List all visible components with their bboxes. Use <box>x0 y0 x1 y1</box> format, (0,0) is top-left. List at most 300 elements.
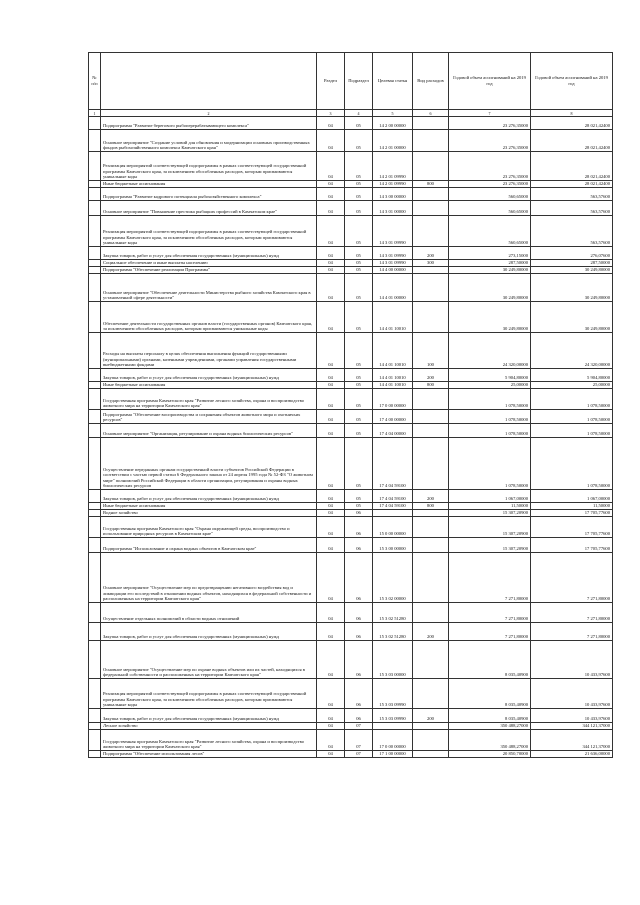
table-row <box>89 274 613 302</box>
row-amount-a: 560,65000 <box>449 201 531 216</box>
row-amount-a: 350 488,27000 <box>449 723 531 730</box>
row-num <box>89 382 101 389</box>
row-podrazdel: 05 <box>345 188 373 201</box>
row-amount-b: 30 249,80000 <box>531 267 613 274</box>
table-row <box>89 679 613 709</box>
row-podrazdel: 06 <box>345 517 373 538</box>
row-razdel: 04 <box>317 709 345 723</box>
table-row <box>89 181 613 188</box>
table-row <box>89 152 613 181</box>
row-amount-a: 1 078,50000 <box>449 424 531 438</box>
row-expense-type <box>413 188 449 201</box>
row-num <box>89 130 101 152</box>
row-expense-type <box>413 751 449 758</box>
row-razdel: 04 <box>317 260 345 267</box>
row-expense-type: 200 <box>413 623 449 641</box>
row-podrazdel: 05 <box>345 410 373 424</box>
row-name: Подпрограмма "Использование и охрана водных объектов в Камчатском крае" <box>101 538 317 553</box>
row-num <box>89 181 101 188</box>
row-amount-a: 1 078,50000 <box>449 410 531 424</box>
row-amount-a: 23 276,35000 <box>449 130 531 152</box>
row-target-article: 14 2 01 00000 <box>373 130 413 152</box>
row-expense-type: 200 <box>413 490 449 503</box>
row-expense-type: 800 <box>413 181 449 188</box>
row-name: Иные бюджетные ассигнования <box>101 382 317 389</box>
row-num <box>89 751 101 758</box>
row-razdel: 04 <box>317 723 345 730</box>
column-number: 7 <box>449 110 531 117</box>
row-expense-type: 800 <box>413 503 449 510</box>
row-razdel: 04 <box>317 247 345 260</box>
row-target-article: 15 3 03 00000 <box>373 641 413 679</box>
row-name: Государственная программа Камчатского края "Развитие лесного хозяйства, охрана и воспроизводство животного мира на территории Камчатского края" <box>101 389 317 410</box>
row-num <box>89 274 101 302</box>
row-razdel: 04 <box>317 517 345 538</box>
row-target-article: 14 2 01 09990 <box>373 152 413 181</box>
row-expense-type <box>413 510 449 517</box>
row-amount-b: 30 249,80000 <box>531 274 613 302</box>
row-razdel: 04 <box>317 333 345 369</box>
row-expense-type <box>413 389 449 410</box>
header-podrazdel: Подраздел <box>345 53 373 110</box>
row-num <box>89 438 101 490</box>
column-number-row <box>89 110 613 117</box>
row-amount-a: 1 067,00000 <box>449 490 531 503</box>
row-target-article: 17 4 04 59100 <box>373 438 413 490</box>
column-number: 4 <box>345 110 373 117</box>
row-podrazdel: 07 <box>345 730 373 751</box>
row-num <box>89 188 101 201</box>
row-target-article: 17 4 00 00000 <box>373 410 413 424</box>
row-razdel: 04 <box>317 117 345 130</box>
row-name: Социальное обеспечение и иные выплаты населению <box>101 260 317 267</box>
row-target-article: 15 3 03 09990 <box>373 709 413 723</box>
row-razdel: 04 <box>317 623 345 641</box>
row-podrazdel: 05 <box>345 260 373 267</box>
row-name: Обеспечение деятельности государственных органов власти (государственных органов) Камчатского края, за исключением обособленных расходов, которым присваиваются уникальные коды <box>101 302 317 333</box>
row-amount-a: 11,50000 <box>449 503 531 510</box>
row-expense-type <box>413 538 449 553</box>
table-row <box>89 641 613 679</box>
budget-table <box>88 52 613 758</box>
row-amount-a: 8 035,40900 <box>449 641 531 679</box>
row-expense-type <box>413 517 449 538</box>
row-amount-a: 30 249,80000 <box>449 302 531 333</box>
header-num: № п/п <box>89 53 101 110</box>
column-number: 1 <box>89 110 101 117</box>
table-row <box>89 517 613 538</box>
row-amount-b: 24 320,00000 <box>531 333 613 369</box>
table-row <box>89 410 613 424</box>
row-razdel: 04 <box>317 188 345 201</box>
row-amount-b: 344 121,37000 <box>531 723 613 730</box>
table-header-row <box>89 53 613 110</box>
row-num <box>89 553 101 603</box>
row-amount-b: 7 271,80000 <box>531 623 613 641</box>
row-podrazdel: 05 <box>345 369 373 382</box>
row-num <box>89 302 101 333</box>
row-expense-type: 200 <box>413 247 449 260</box>
row-num <box>89 723 101 730</box>
row-expense-type <box>413 410 449 424</box>
row-name: Осуществление переданных органам государственной власти субъектов Российской Федерации в соответствии с частью первой статьи 6 Федерального закона от 24 апреля 1995 года № 52-ФЗ "О животном мире" полномочий Российской Федерации в области организации, регулирования и охраны водных биологических ресурсов <box>101 438 317 490</box>
row-podrazdel: 05 <box>345 302 373 333</box>
row-name: Основное мероприятие "Обеспечение деятельности Министерства рыбного хозяйства Камчатского края в установленной сфере деятельности" <box>101 274 317 302</box>
row-razdel: 04 <box>317 751 345 758</box>
row-razdel: 04 <box>317 679 345 709</box>
table-row <box>89 538 613 553</box>
row-expense-type: 200 <box>413 709 449 723</box>
row-name: Подпрограмма "Обеспечение реализации Программы" <box>101 267 317 274</box>
row-amount-a: 24 320,00000 <box>449 333 531 369</box>
row-podrazdel: 05 <box>345 274 373 302</box>
row-amount-b: 28 021,42400 <box>531 181 613 188</box>
budget-table-sheet <box>88 52 612 758</box>
row-amount-b: 17 705,77600 <box>531 510 613 517</box>
row-expense-type: 100 <box>413 333 449 369</box>
table-row <box>89 130 613 152</box>
row-razdel: 04 <box>317 389 345 410</box>
row-podrazdel: 06 <box>345 641 373 679</box>
row-name: Основное мероприятие "Создание условий для обновления и модернизации основных производственных фондов рыбохозяйственного комплекса Камчатского края" <box>101 130 317 152</box>
row-name: Государственная программа Камчатского края "Развитие лесного хозяйства, охрана и воспроизводство животного мира на территории Камчатского края" <box>101 730 317 751</box>
row-amount-a: 7 271,80000 <box>449 603 531 623</box>
row-expense-type <box>413 201 449 216</box>
row-num <box>89 538 101 553</box>
row-name: Закупка товаров, работ и услуг для обеспечения государственных (муниципальных) нужд <box>101 369 317 382</box>
row-num <box>89 709 101 723</box>
row-amount-b: 1 067,00000 <box>531 490 613 503</box>
table-row <box>89 260 613 267</box>
row-podrazdel: 06 <box>345 553 373 603</box>
row-num <box>89 603 101 623</box>
header-target-article: Целевая статья <box>373 53 413 110</box>
header-name <box>101 53 317 110</box>
header-plan-2019-b: Годовой объем ассигнований на 2019 год <box>531 53 613 110</box>
row-amount-b: 7 271,80000 <box>531 553 613 603</box>
table-row <box>89 553 613 603</box>
row-podrazdel: 06 <box>345 679 373 709</box>
row-name: Расходы на выплаты персоналу в целях обеспечения выполнения функций государственными (муниципальными) органами, казенными учреждениями, органами управления государственными внебюджетными фондами <box>101 333 317 369</box>
row-amount-b: 563,57600 <box>531 188 613 201</box>
row-amount-a: 1 078,50000 <box>449 389 531 410</box>
column-number: 3 <box>317 110 345 117</box>
row-num <box>89 152 101 181</box>
row-razdel: 04 <box>317 369 345 382</box>
row-amount-a: 25,00000 <box>449 382 531 389</box>
row-amount-a: 23 276,35000 <box>449 181 531 188</box>
row-expense-type <box>413 723 449 730</box>
row-amount-a: 30 249,80000 <box>449 274 531 302</box>
row-amount-b: 28 021,42400 <box>531 130 613 152</box>
row-amount-b: 11,50000 <box>531 503 613 510</box>
row-amount-b: 1 078,50000 <box>531 438 613 490</box>
row-expense-type: 200 <box>413 369 449 382</box>
row-name: Подпрограмма "Обеспечение использования лесов" <box>101 751 317 758</box>
row-razdel: 04 <box>317 730 345 751</box>
row-amount-a: 350 488,27000 <box>449 730 531 751</box>
row-name: Основное мероприятие "Осуществление мер по охране водных объектов или их частей, находящихся в федеральной собственности и расположенных на территории Камчатского края" <box>101 641 317 679</box>
row-podrazdel: 06 <box>345 538 373 553</box>
row-expense-type <box>413 730 449 751</box>
row-amount-a: 20 850,70000 <box>449 751 531 758</box>
row-num <box>89 730 101 751</box>
row-expense-type <box>413 438 449 490</box>
row-target-article: 17 0 00 00000 <box>373 730 413 751</box>
row-name: Подпрограмма "Развитие кадрового потенциала рыбохозяйственного комплекса" <box>101 188 317 201</box>
row-podrazdel: 05 <box>345 382 373 389</box>
table-row <box>89 438 613 490</box>
row-name: Водное хозяйство <box>101 510 317 517</box>
row-target-article: 17 1 00 00000 <box>373 751 413 758</box>
row-expense-type <box>413 424 449 438</box>
row-num <box>89 216 101 247</box>
row-name: Реализация мероприятий соответствующей подпрограммы в рамках соответствующей государственной программы Камчатского края, за исключением обособленных расходов, которым присваиваются уникальные коды <box>101 152 317 181</box>
row-expense-type <box>413 641 449 679</box>
row-amount-b: 1 078,50000 <box>531 424 613 438</box>
row-podrazdel: 05 <box>345 216 373 247</box>
column-number: 6 <box>413 110 449 117</box>
row-amount-b: 5 904,80000 <box>531 369 613 382</box>
row-amount-b: 276,07600 <box>531 247 613 260</box>
row-podrazdel: 06 <box>345 510 373 517</box>
row-podrazdel: 05 <box>345 117 373 130</box>
table-row <box>89 490 613 503</box>
row-podrazdel: 05 <box>345 389 373 410</box>
row-amount-b: 7 271,80000 <box>531 603 613 623</box>
row-amount-a: 8 035,40900 <box>449 679 531 709</box>
row-amount-b: 1 078,50000 <box>531 389 613 410</box>
row-expense-type: 300 <box>413 260 449 267</box>
row-num <box>89 490 101 503</box>
row-razdel: 04 <box>317 274 345 302</box>
row-amount-a: 15 307,20900 <box>449 517 531 538</box>
row-target-article: 15 3 02 51280 <box>373 623 413 641</box>
row-razdel: 04 <box>317 641 345 679</box>
row-num <box>89 333 101 369</box>
row-target-article: 14 3 01 09990 <box>373 247 413 260</box>
row-razdel: 04 <box>317 438 345 490</box>
row-target-article: 17 4 04 00000 <box>373 424 413 438</box>
row-target-article <box>373 723 413 730</box>
row-amount-b: 287,50000 <box>531 260 613 267</box>
row-name: Закупка товаров, работ и услуг для обеспечения государственных (муниципальных) нужд <box>101 623 317 641</box>
table-row <box>89 333 613 369</box>
row-target-article: 15 3 00 00000 <box>373 538 413 553</box>
row-amount-a: 5 904,80000 <box>449 369 531 382</box>
row-podrazdel: 06 <box>345 623 373 641</box>
row-name: Иные бюджетные ассигнования <box>101 181 317 188</box>
row-target-article: 14 4 01 10010 <box>373 369 413 382</box>
row-target-article: 15 3 03 09990 <box>373 679 413 709</box>
table-row <box>89 723 613 730</box>
row-target-article: 14 3 01 00000 <box>373 201 413 216</box>
table-row <box>89 751 613 758</box>
row-num <box>89 517 101 538</box>
column-number: 5 <box>373 110 413 117</box>
row-name: Лесное хозяйство <box>101 723 317 730</box>
row-podrazdel: 06 <box>345 603 373 623</box>
row-target-article: 14 4 00 00000 <box>373 267 413 274</box>
table-row <box>89 188 613 201</box>
row-target-article: 15 3 02 51280 <box>373 603 413 623</box>
row-num <box>89 247 101 260</box>
table-row <box>89 424 613 438</box>
row-amount-a: 7 271,80000 <box>449 553 531 603</box>
row-name: Закупка товаров, работ и услуг для обеспечения государственных (муниципальных) нужд <box>101 490 317 503</box>
row-razdel: 04 <box>317 302 345 333</box>
table-row <box>89 623 613 641</box>
row-podrazdel: 07 <box>345 723 373 730</box>
row-podrazdel: 05 <box>345 438 373 490</box>
row-num <box>89 201 101 216</box>
row-expense-type <box>413 216 449 247</box>
row-num <box>89 424 101 438</box>
table-row <box>89 216 613 247</box>
row-expense-type <box>413 553 449 603</box>
row-num <box>89 410 101 424</box>
row-podrazdel: 05 <box>345 267 373 274</box>
row-razdel: 04 <box>317 410 345 424</box>
row-razdel: 04 <box>317 553 345 603</box>
row-expense-type <box>413 679 449 709</box>
row-razdel: 04 <box>317 181 345 188</box>
row-num <box>89 260 101 267</box>
row-target-article: 14 2 01 09990 <box>373 181 413 188</box>
row-podrazdel: 05 <box>345 503 373 510</box>
row-podrazdel: 05 <box>345 333 373 369</box>
row-target-article: 14 4 01 10010 <box>373 382 413 389</box>
row-expense-type <box>413 152 449 181</box>
row-target-article: 15 3 02 00000 <box>373 553 413 603</box>
row-amount-b: 17 705,77600 <box>531 538 613 553</box>
row-expense-type <box>413 603 449 623</box>
table-row <box>89 503 613 510</box>
row-target-article: 14 4 01 10010 <box>373 302 413 333</box>
row-expense-type <box>413 117 449 130</box>
row-amount-b: 10 433,97600 <box>531 679 613 709</box>
row-amount-a: 1 078,50000 <box>449 438 531 490</box>
row-razdel: 04 <box>317 503 345 510</box>
row-amount-b: 28 021,42400 <box>531 152 613 181</box>
row-razdel: 04 <box>317 538 345 553</box>
row-podrazdel: 05 <box>345 152 373 181</box>
row-podrazdel: 05 <box>345 201 373 216</box>
header-razdel: Раздел <box>317 53 345 110</box>
table-row <box>89 267 613 274</box>
table-row <box>89 389 613 410</box>
row-target-article: 17 4 04 59100 <box>373 490 413 503</box>
row-razdel: 04 <box>317 152 345 181</box>
row-amount-a: 15 307,20900 <box>449 510 531 517</box>
row-target-article: 14 4 01 10010 <box>373 333 413 369</box>
row-target-article <box>373 510 413 517</box>
row-amount-a: 8 035,40900 <box>449 709 531 723</box>
row-target-article: 17 0 00 00000 <box>373 389 413 410</box>
row-target-article: 14 3 01 09990 <box>373 260 413 267</box>
table-row <box>89 117 613 130</box>
row-target-article: 17 4 04 59100 <box>373 503 413 510</box>
row-target-article: 14 3 00 00000 <box>373 188 413 201</box>
row-amount-a: 560,65000 <box>449 216 531 247</box>
row-podrazdel: 05 <box>345 181 373 188</box>
row-name: Реализация мероприятий соответствующей подпрограммы в рамках соответствующей государственной программы Камчатского края, за исключением обособленных расходов, которым присваиваются уникальные коды <box>101 216 317 247</box>
header-plan-2019: Годовой объем ассигнований на 2019 год <box>449 53 531 110</box>
row-razdel: 04 <box>317 490 345 503</box>
header-expense-type: Вид расходов <box>413 53 449 110</box>
row-podrazdel: 05 <box>345 130 373 152</box>
table-row <box>89 302 613 333</box>
row-name: Государственная программа Камчатского края "Охрана окружающей среды, воспроизводство и использование природных ресурсов в Камчатском крае" <box>101 517 317 538</box>
row-expense-type <box>413 130 449 152</box>
row-razdel: 04 <box>317 382 345 389</box>
column-number: 8 <box>531 110 613 117</box>
row-amount-a: 30 249,80000 <box>449 267 531 274</box>
row-amount-a: 15 307,20900 <box>449 538 531 553</box>
row-num <box>89 117 101 130</box>
column-number: 2 <box>101 110 317 117</box>
table-row <box>89 709 613 723</box>
row-name: Осуществление отдельных полномочий в области водных отношений <box>101 603 317 623</box>
row-razdel: 04 <box>317 201 345 216</box>
table-row <box>89 201 613 216</box>
row-target-article: 15 0 00 00000 <box>373 517 413 538</box>
row-name: Реализация мероприятий соответствующей подпрограммы в рамках соответствующей государственной программы Камчатского края, за исключением обособленных расходов, которым присваиваются уникальные коды <box>101 679 317 709</box>
row-amount-a: 7 271,80000 <box>449 623 531 641</box>
row-num <box>89 389 101 410</box>
table-row <box>89 369 613 382</box>
row-podrazdel: 05 <box>345 424 373 438</box>
row-razdel: 04 <box>317 510 345 517</box>
row-expense-type <box>413 302 449 333</box>
row-num <box>89 623 101 641</box>
row-amount-a: 287,50000 <box>449 260 531 267</box>
row-razdel: 04 <box>317 424 345 438</box>
row-num <box>89 679 101 709</box>
row-expense-type <box>413 274 449 302</box>
row-num <box>89 267 101 274</box>
row-name: Основное мероприятие "Организация, регулирование и охрана водных биологических ресурсов" <box>101 424 317 438</box>
row-amount-b: 21 636,00000 <box>531 751 613 758</box>
row-razdel: 04 <box>317 130 345 152</box>
table-row <box>89 510 613 517</box>
row-target-article: 14 4 01 00000 <box>373 274 413 302</box>
row-razdel: 04 <box>317 603 345 623</box>
row-amount-a: 560,65000 <box>449 188 531 201</box>
row-num <box>89 503 101 510</box>
row-amount-b: 563,57600 <box>531 201 613 216</box>
row-amount-a: 273,15000 <box>449 247 531 260</box>
table-row <box>89 730 613 751</box>
row-amount-b: 344 121,37000 <box>531 730 613 751</box>
row-num <box>89 369 101 382</box>
row-amount-b: 30 249,80000 <box>531 302 613 333</box>
row-name: Закупка товаров, работ и услуг для обеспечения государственных (муниципальных) нужд <box>101 709 317 723</box>
table-row <box>89 382 613 389</box>
row-amount-b: 1 078,50000 <box>531 410 613 424</box>
row-name: Подпрограмма "Развитие берегового рыбоперерабатывающего комплекса" <box>101 117 317 130</box>
row-amount-b: 10 433,97600 <box>531 709 613 723</box>
row-amount-b: 10 433,97600 <box>531 641 613 679</box>
row-amount-a: 23 276,35000 <box>449 152 531 181</box>
row-amount-b: 25,00000 <box>531 382 613 389</box>
row-target-article: 14 2 00 00000 <box>373 117 413 130</box>
row-podrazdel: 05 <box>345 247 373 260</box>
row-num <box>89 510 101 517</box>
row-expense-type: 800 <box>413 382 449 389</box>
row-podrazdel: 06 <box>345 709 373 723</box>
row-num <box>89 641 101 679</box>
